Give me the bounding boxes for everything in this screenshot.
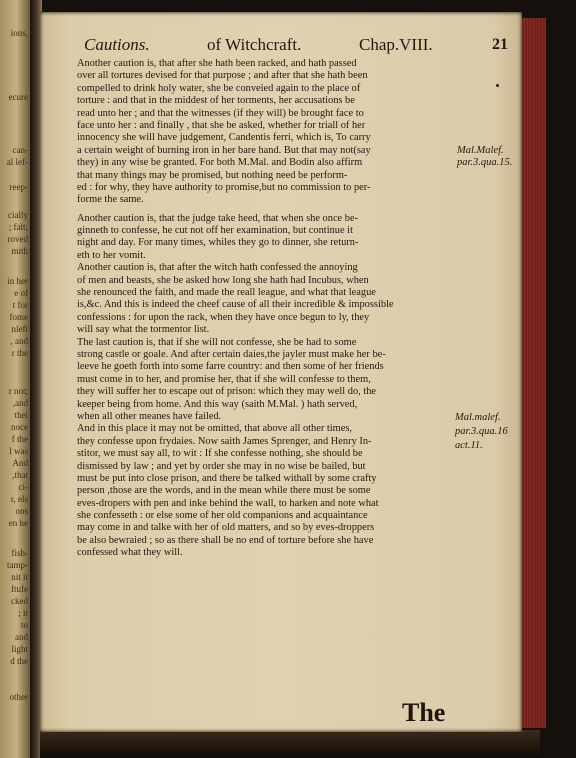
text-line: forme the same. xyxy=(77,194,144,206)
facing-page-text: roved xyxy=(7,234,28,244)
text-line: torture : and that in the middest of her torments, her accusations be xyxy=(77,95,355,107)
facing-page-text: and xyxy=(15,632,28,642)
text-line: they) in any wise be granted. For both M.Mal. and Bodin also affirm xyxy=(77,157,363,169)
facing-page-text: noce xyxy=(11,422,28,432)
facing-page-text: cially xyxy=(8,210,28,220)
text-line: they will suffer her to escape out of prison: which they may well do, the xyxy=(77,386,377,398)
text-line: when all other meanes have failed. xyxy=(77,410,222,422)
facing-page-text: d the xyxy=(10,656,28,666)
text-line: she confesseth : or else some of her old companions and acquaintance xyxy=(77,510,368,522)
facing-page-text: al lef- xyxy=(6,157,28,167)
header-left: Cautions. xyxy=(84,35,150,54)
text-line: innocency she will have judgement, Candentis ferri, which is, To carry xyxy=(77,132,371,144)
facing-page-text: en he xyxy=(8,518,28,528)
facing-page-text: nleft xyxy=(11,324,28,334)
text-line: eth to her vomit. xyxy=(77,249,146,261)
facing-page-text: , and xyxy=(10,336,28,346)
facing-page-text: f the xyxy=(11,434,28,444)
text-line: person ,those are the words, and in the mean while there must be some xyxy=(77,485,371,497)
text-line: is,&c. And this is indeed the cheef cause of all their incredible & impossible xyxy=(77,299,394,311)
header-chapter: Chap.VIII. xyxy=(359,35,433,54)
facing-page-text: And xyxy=(12,458,28,468)
text-line: compelled to drink holy water, she be conveied again to the place of xyxy=(77,82,361,94)
facing-page-text: ftufe xyxy=(11,584,28,594)
facing-page-text: ; falt; xyxy=(8,222,28,232)
text-line: read unto her ; and that the witnesses (if they will) be brought face to xyxy=(77,107,364,119)
text-line: And in this place it may not be omitted, that above all other times, xyxy=(77,423,353,435)
text-line: may come in and talke with her of old matters, and so by eves-droppers xyxy=(77,522,375,534)
text-line: be also bewraied ; so as there shall be no end of torture before she have xyxy=(77,534,374,546)
facing-page-text: r not; xyxy=(8,386,28,396)
facing-page-text: to xyxy=(20,620,28,630)
facing-page-text: r, els xyxy=(10,494,28,504)
facing-page-text: e of xyxy=(14,288,28,298)
facing-page-text: mith xyxy=(11,246,28,256)
body-text xyxy=(77,58,461,560)
facing-page-text: nit it xyxy=(11,572,28,582)
text-line: must be put into close prison, and there be talked withall by some crafty xyxy=(77,472,377,484)
text-line: over all tortures devised for that purpose ; and after that she hath been xyxy=(77,70,368,82)
text-line: leeve he goeth forth into some farre country: and then some of her friends xyxy=(77,361,384,373)
facing-page-text: can- xyxy=(12,145,28,155)
text-line: Another caution is, that the judge take heed, that when she once be- xyxy=(77,212,359,224)
bottom-shadow xyxy=(40,730,540,758)
text-line: they confesse upon frydaies. Now saith James Sprenger, and Henry In- xyxy=(77,435,372,447)
facing-page-text: ci- xyxy=(18,482,28,492)
margin-note: par.3.qua.15. xyxy=(457,157,513,168)
text-line: The last caution is, that if she will not confesse, she be had to some xyxy=(77,336,357,348)
text-line: must come in to her, and promise her, that if she will confesse to them, xyxy=(77,373,371,385)
text-line: stitor, we must say all, to wit : If she confesse nothing, she should be xyxy=(77,448,363,460)
text-line: that many things may be promised, but nothing need be perform- xyxy=(77,169,348,181)
text-line: keeper being from home. And this way (saith M.Mal. ) hath served, xyxy=(77,398,358,410)
facing-page-text: reep- xyxy=(9,182,28,192)
text-line: dismissed by law ; and yet by order she may in no wise be bailed, but xyxy=(77,460,366,472)
page-edges xyxy=(520,18,546,728)
catchword: The xyxy=(402,698,446,727)
text-line: Another caution is, that after the witch hath confessed the annoying xyxy=(77,262,358,274)
facing-page-text: thei xyxy=(14,410,28,420)
ink-speck xyxy=(496,84,499,87)
facing-page-text: light xyxy=(11,644,28,654)
facing-page-text: cked xyxy=(11,596,28,606)
facing-page-text: t for xyxy=(12,300,28,310)
facing-page-text: in her xyxy=(7,276,28,286)
text-line: Another caution is, that after she hath been racked, and hath passed xyxy=(77,58,357,69)
facing-page-text: ,and xyxy=(12,398,28,408)
text-line: night and day. For many times, whiles they go to dinner, she return- xyxy=(77,237,359,249)
facing-page-text: ,that xyxy=(12,470,28,480)
facing-page-text: ions, xyxy=(10,28,28,38)
facing-page-text: r the xyxy=(11,348,28,358)
margin-note: Mal.Malef. xyxy=(457,145,504,156)
facing-page-text: fome xyxy=(9,312,28,322)
text-line: a certain weight of burning iron in her bare hand. But that may not(say xyxy=(77,144,371,156)
text-line: ginneth to confesse, he cut not off her examination, but continue it xyxy=(77,225,353,237)
book-page xyxy=(40,12,522,732)
text-line: confessed what they will. xyxy=(77,547,183,559)
facing-page-text: ons xyxy=(15,506,28,516)
margin-note: par.3.qua.16 xyxy=(455,426,508,437)
text-line: will say what the tormentor list. xyxy=(77,324,210,336)
margin-note: Mal.malef. xyxy=(455,412,501,423)
header-center: of Witchcraft. xyxy=(207,35,302,54)
text-line: confessions : for upon the rack, when they have once begun to ly, they xyxy=(77,311,370,323)
facing-page-fragment xyxy=(0,0,30,758)
text-line: of men and beasts, she be asked how long she hath had Incubus, when xyxy=(77,274,369,286)
text-line: ed : for why, they have authority to promise,but no commission to per- xyxy=(77,181,371,193)
text-line: strong castle or goale. And after certain daies,the jayler must make her be- xyxy=(77,348,386,360)
running-header xyxy=(84,35,524,55)
facing-page-text: tamp- xyxy=(7,560,28,570)
text-line: face unto her : and finally , that she be asked, whether for triall of her xyxy=(77,119,366,131)
facing-page-text: fish- xyxy=(11,548,28,558)
facing-page-text: l was xyxy=(9,446,28,456)
page-number: 21 xyxy=(492,36,508,53)
margin-note: act.11. xyxy=(455,440,483,451)
facing-page-text: ; it xyxy=(18,608,28,618)
facing-page-text: ecure xyxy=(8,92,28,102)
facing-page-text: other xyxy=(9,692,28,702)
text-line: she renounced the faith, and made the reall league, and what that league xyxy=(77,287,376,299)
text-line: eves-dropers with pen and inke behind the wall, to harken and note what xyxy=(77,497,379,509)
